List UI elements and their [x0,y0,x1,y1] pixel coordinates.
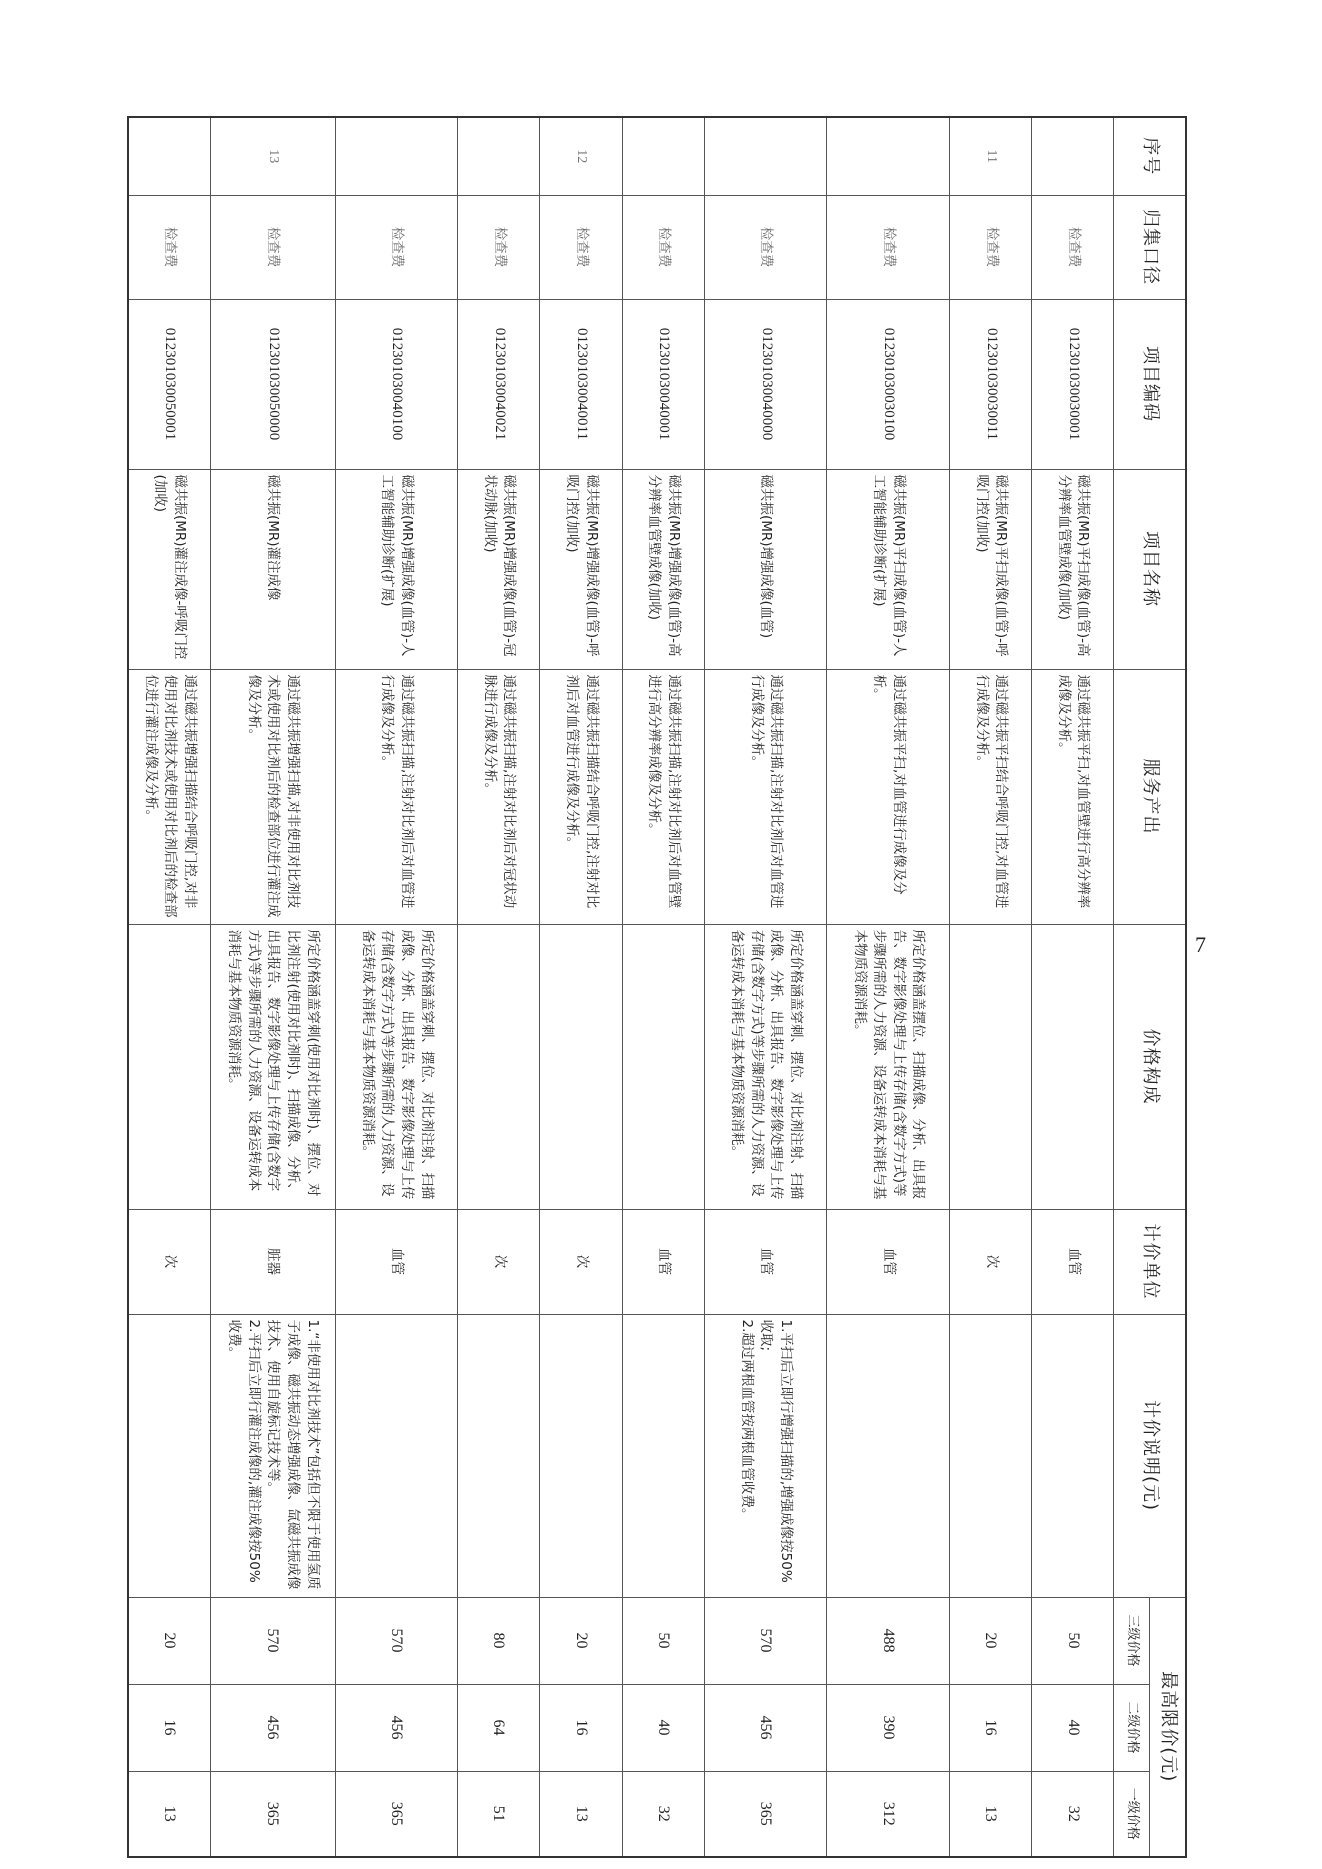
row-name: 磁共振(MR)平扫成像(血管)-呼吸门控(加收) [950,469,1032,669]
row-level3-price: 488 [827,1597,950,1684]
row-name: 磁共振(MR)增强成像(血管)-人工智能辅助诊断(扩展) [335,469,458,669]
row-level2-price: 456 [704,1684,827,1771]
table-row [1032,117,1114,1857]
page-number: 7 [1195,932,1206,957]
row-name: 磁共振(MR)增强成像(血管)-冠状动脉(加收) [458,469,540,669]
row-level1-price: 365 [704,1771,827,1857]
row-seq [1032,117,1114,195]
row-seq [458,117,540,195]
row-service: 通过磁共振扫描,注射对比剂后对血管进行成像及分析。 [335,669,458,924]
rotated-table-container [127,116,1187,1856]
header-level2-price: 二级价格 [1114,1684,1150,1771]
row-level2-price: 456 [210,1684,335,1771]
row-pricing-note: 1.平扫后立即行增强扫描的,增强成像按50%收取; 2.超过两根血管按两根血管收费。 [704,1314,827,1597]
row-unit: 次 [950,1209,1032,1314]
table-row [540,117,622,1857]
row-level1-price: 365 [335,1771,458,1857]
row-service: 通过磁共振扫描,注射对比剂后对血管进行成像及分析。 [704,669,827,924]
row-service: 通过磁共振平扫结合呼吸门控,对血管进行成像及分析。 [950,669,1032,924]
row-category: 检查费 [1032,195,1114,299]
row-service: 通过磁共振增强扫描结合呼吸门控,对非使用对比剂技术或使用对比剂后的检查部位进行灌注成像及分析。 [128,669,210,924]
row-code: 012301030040100 [335,299,458,469]
row-level3-price: 80 [458,1597,540,1684]
header-composition: 价格构成 [1114,924,1186,1209]
header-service: 服务产出 [1114,669,1186,924]
row-level3-price: 570 [704,1597,827,1684]
row-composition [128,924,210,1209]
row-level3-price: 20 [128,1597,210,1684]
row-pricing-note: 1.“非使用对比剂技术”包括但不限于使用氢质子成像、磁共振动态增强成像、氙磁共振成像技术、使用自旋标记技术等。 2.平扫后立即行灌注成像的,灌注成像按50%收费。 [210,1314,335,1597]
header-seq: 序号 [1114,117,1186,195]
row-pricing-note [950,1314,1032,1597]
header-name: 项目名称 [1114,469,1186,669]
row-level2-price: 40 [622,1684,704,1771]
row-pricing-note [827,1314,950,1597]
row-seq: 11 [950,117,1032,195]
row-seq [704,117,827,195]
table-row [458,117,540,1857]
row-category: 检查费 [128,195,210,299]
row-composition [540,924,622,1209]
table-row [950,117,1032,1857]
table-row [622,117,704,1857]
row-category: 检查费 [540,195,622,299]
row-seq: 12 [540,117,622,195]
row-level3-price: 570 [335,1597,458,1684]
row-category: 检查费 [458,195,540,299]
row-code: 012301030030011 [950,299,1032,469]
table-row [210,117,335,1857]
header-category: 归集口径 [1114,195,1186,299]
row-name: 磁共振(MR)灌注成像-呼吸门控(加收) [128,469,210,669]
row-composition [1032,924,1114,1209]
row-level3-price: 570 [210,1597,335,1684]
row-level3-price: 20 [950,1597,1032,1684]
row-pricing-note [458,1314,540,1597]
header-pricing-note: 计价说明(元) [1114,1314,1186,1597]
row-seq [335,117,458,195]
row-name: 磁共振(MR)增强成像(血管) [704,469,827,669]
row-seq [622,117,704,195]
row-pricing-note [1032,1314,1114,1597]
header-code: 项目编码 [1114,299,1186,469]
row-code: 012301030040021 [458,299,540,469]
row-level2-price: 456 [335,1684,458,1771]
row-service: 通过磁共振扫描,注射对比剂后对冠状动脉进行成像及分析。 [458,669,540,924]
row-level3-price: 50 [1032,1597,1114,1684]
row-unit: 血管 [704,1209,827,1314]
header-level1-price: 一级价格 [1114,1771,1150,1857]
row-level1-price: 32 [1032,1771,1114,1857]
header-unit: 计价单位 [1114,1209,1186,1314]
table-row [827,117,950,1857]
row-pricing-note [128,1314,210,1597]
row-level2-price: 390 [827,1684,950,1771]
table-row [335,117,458,1857]
row-seq: 13 [210,117,335,195]
row-pricing-note [622,1314,704,1597]
row-service: 通过磁共振扫描,注射对比剂后对血管壁进行高分辨率成像及分析。 [622,669,704,924]
row-level3-price: 50 [622,1597,704,1684]
row-unit: 次 [540,1209,622,1314]
row-composition: 所定价格涵盖摆位、扫描成像、分析、出具报告、数字影像处理与上传存储(含数字方式)等步骤所需的人力资源、设备运转成本消耗与基本物质资源消耗。 [827,924,950,1209]
table-row [704,117,827,1857]
row-service: 通过磁共振扫描结合呼吸门控,注射对比剂后对血管进行成像及分析。 [540,669,622,924]
header-level3-price: 三级价格 [1114,1597,1150,1684]
row-unit: 血管 [335,1209,458,1314]
row-category: 检查费 [622,195,704,299]
row-pricing-note [335,1314,458,1597]
row-level2-price: 40 [1032,1684,1114,1771]
row-name: 磁共振(MR)平扫成像(血管)-高分辨率血管壁成像(加收) [1032,469,1114,669]
row-category: 检查费 [335,195,458,299]
row-unit: 次 [458,1209,540,1314]
row-name: 磁共振(MR)平扫成像(血管)-人工智能辅助诊断(扩展) [827,469,950,669]
row-level1-price: 13 [540,1771,622,1857]
header-max-price: 最高限价(元) [1150,1597,1186,1857]
row-code: 012301030040000 [704,299,827,469]
row-code: 012301030040001 [622,299,704,469]
row-seq [128,117,210,195]
row-level2-price: 16 [540,1684,622,1771]
row-level1-price: 312 [827,1771,950,1857]
row-composition [622,924,704,1209]
row-code: 012301030040011 [540,299,622,469]
row-unit: 血管 [1032,1209,1114,1314]
row-composition: 所定价格涵盖穿刺(使用对比剂时)、摆位、对比剂注射(使用对比剂时)、扫描成像、分析、出具报告、数字影像处理与上传存储(含数字方式)等步骤所需的人力资源、设备运转成本消耗与基本物质资源消耗。 [210,924,335,1209]
row-name: 磁共振(MR)增强成像(血管)-高分辨率血管壁成像(加收) [622,469,704,669]
row-level1-price: 13 [128,1771,210,1857]
row-service: 通过磁共振平扫,对血管壁进行高分辨率成像及分析。 [1032,669,1114,924]
row-level2-price: 16 [128,1684,210,1771]
table-row [128,117,210,1857]
row-unit: 血管 [827,1209,950,1314]
row-category: 检查费 [210,195,335,299]
row-composition: 所定价格涵盖穿刺、摆位、对比剂注射、扫描成像、分析、出具报告、数字影像处理与上传存储(含数字方式)等步骤所需的人力资源、设备运转成本消耗与基本物质资源消耗。 [704,924,827,1209]
row-composition [950,924,1032,1209]
row-composition: 所定价格涵盖穿刺、摆位、对比剂注射、扫描成像、分析、出具报告、数字影像处理与上传存储(含数字方式)等步骤所需的人力资源、设备运转成本消耗与基本物质资源消耗。 [335,924,458,1209]
row-category: 检查费 [827,195,950,299]
row-level1-price: 51 [458,1771,540,1857]
row-unit: 血管 [622,1209,704,1314]
row-level1-price: 365 [210,1771,335,1857]
row-service: 通过磁共振增强扫描,对非使用对比剂技术或使用对比剂后的检查部位进行灌注成像及分析。 [210,669,335,924]
row-unit: 次 [128,1209,210,1314]
row-composition [458,924,540,1209]
row-category: 检查费 [950,195,1032,299]
row-name: 磁共振(MR)增强成像(血管)-呼吸门控(加收) [540,469,622,669]
row-code: 012301030030001 [1032,299,1114,469]
row-pricing-note [540,1314,622,1597]
row-level2-price: 64 [458,1684,540,1771]
row-level3-price: 20 [540,1597,622,1684]
row-category: 检查费 [704,195,827,299]
row-code: 012301030050001 [128,299,210,469]
row-service: 通过磁共振平扫,对血管进行成像及分析。 [827,669,950,924]
row-seq [827,117,950,195]
row-unit: 脏器 [210,1209,335,1314]
price-table [127,116,1187,1858]
row-code: 012301030050000 [210,299,335,469]
row-code: 012301030030100 [827,299,950,469]
row-level2-price: 16 [950,1684,1032,1771]
row-level1-price: 13 [950,1771,1032,1857]
row-name: 磁共振(MR)灌注成像 [210,469,335,669]
row-level1-price: 32 [622,1771,704,1857]
